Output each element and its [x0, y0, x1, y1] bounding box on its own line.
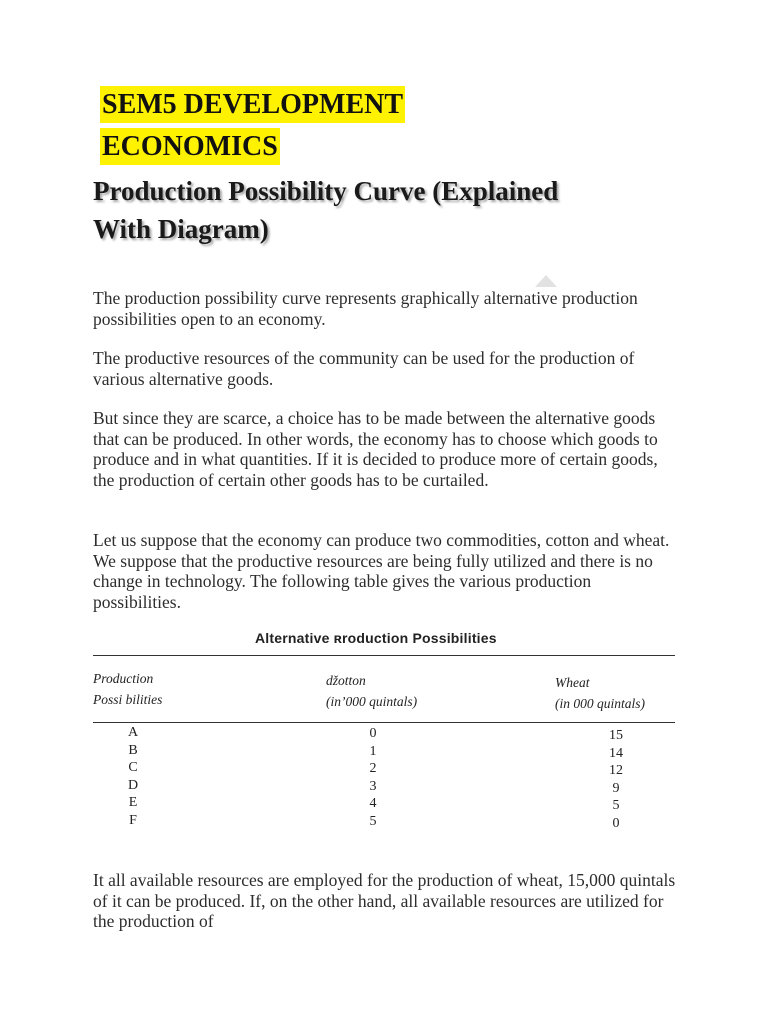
table-cell: 5	[369, 813, 377, 829]
table-cell: 1	[369, 743, 377, 759]
table-cell: 0	[369, 726, 377, 741]
paragraph-resources: The productive resources of the community can be used for the production of various alternative goods.	[93, 348, 635, 389]
table-caption: Alternative ʀroduction Possibilities	[255, 630, 497, 646]
table-cell: 15	[609, 728, 623, 743]
header-col2-line1: ǆotton	[326, 673, 366, 688]
header-production-possibilities	[93, 668, 162, 710]
course-title-line1: SEM5 DEVELOPMENT	[100, 86, 405, 123]
header-wheat	[555, 672, 645, 714]
column-cotton	[361, 725, 385, 831]
column-wheat	[601, 727, 631, 833]
header-col2-line2: (in’000 quintals)	[326, 694, 418, 709]
header-col3-line1: Wheat	[555, 675, 590, 690]
table-cell: 14	[609, 745, 623, 761]
table-cell: E	[128, 795, 138, 811]
course-title-line2: ECONOMICS	[100, 128, 280, 165]
production-possibilities-table	[93, 628, 675, 838]
table-cell: C	[128, 760, 138, 776]
table-cell: F	[129, 812, 137, 828]
table-cell: D	[127, 777, 139, 793]
table-cell: 4	[369, 796, 377, 812]
table-cell: B	[128, 742, 138, 758]
page-heading-line1: Production Possibility Curve (Explained	[93, 176, 559, 206]
table-top-rule	[93, 655, 675, 656]
header-cotton	[326, 670, 417, 712]
column-possibility	[125, 724, 141, 830]
header-col1-line1: Production	[93, 671, 154, 686]
page-heading-line2: With Diagram)	[93, 214, 269, 244]
table-cell: 12	[609, 763, 623, 779]
table-cell: 0	[612, 815, 620, 831]
page-heading	[93, 172, 673, 248]
table-cell: 3	[369, 778, 377, 794]
scroll-up-icon	[533, 272, 559, 288]
header-col1-line2: Possi bilities	[93, 692, 163, 707]
paragraph-example: Let us suppose that the economy can produce two commodities, cotton and wheat. We suppose that the productive resources are being fully utilized and there is no change in technology. The following table gives the various production possibilities.	[93, 530, 670, 612]
table-cell: 5	[612, 798, 620, 814]
course-title	[100, 86, 405, 165]
paragraph-wheat-production: It all available resources are employed for the production of wheat, 15,000 quintals of it can be produced. If, on the other hand, all available resources are utilized for the production of	[93, 870, 676, 931]
paragraph-scarcity: But since they are scarce, a choice has to be made between the alternative goods that can be produced. In other words, the economy has to choose which goods to produce and in what quantities. If it is decided to produce more of certain goods, the production of certain other goods has to be curtailed.	[93, 408, 658, 490]
table-cell: A	[127, 725, 139, 740]
header-col3-line2: (in 000 quintals)	[555, 696, 645, 711]
table-cell: 2	[369, 761, 377, 777]
paragraph-intro: The production possibility curve represents graphically alternative production possibilities open to an economy.	[93, 288, 638, 329]
table-cell: 9	[612, 780, 620, 796]
table-header-rule	[93, 722, 675, 723]
